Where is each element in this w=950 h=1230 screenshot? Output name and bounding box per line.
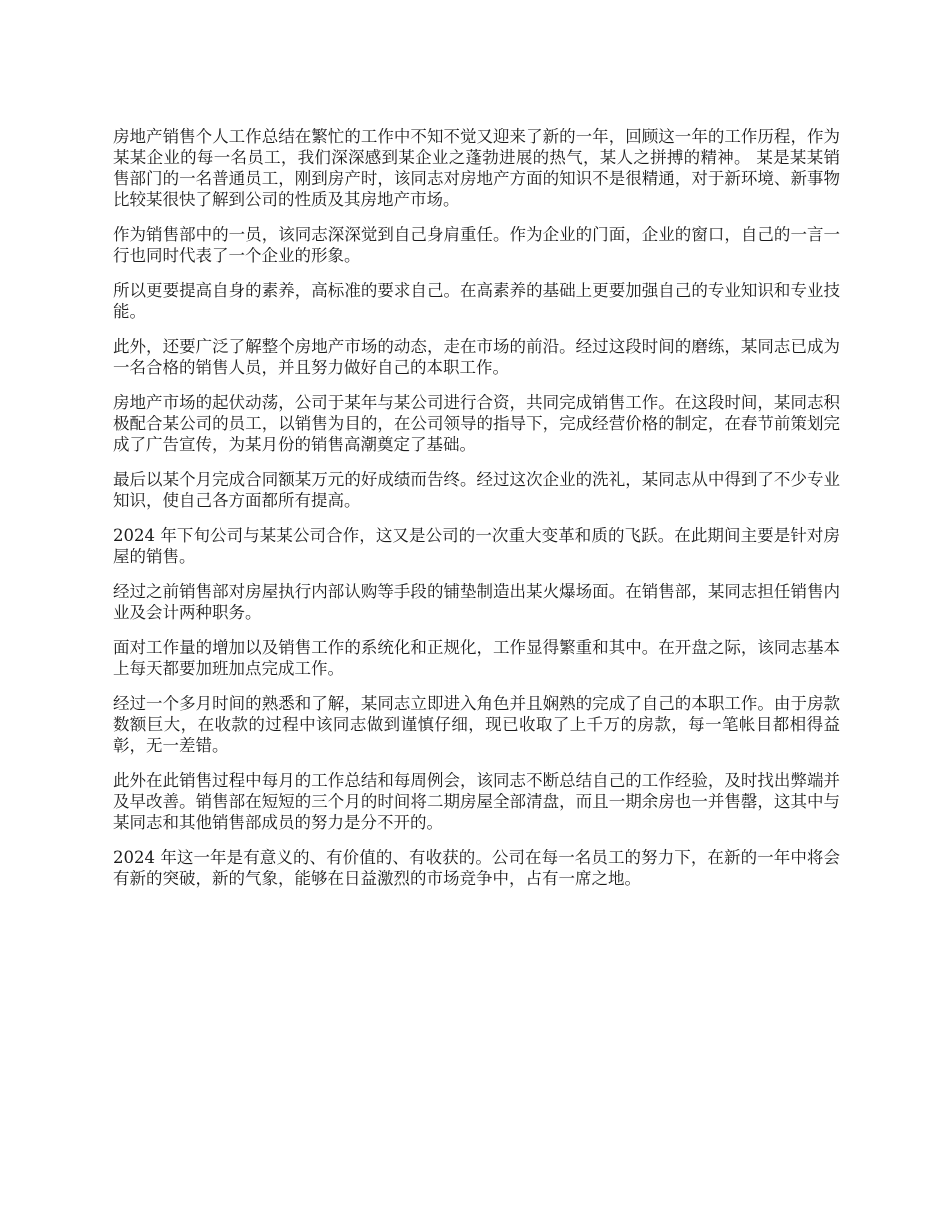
- paragraph: 面对工作量的增加以及销售工作的系统化和正规化，工作显得繁重和其中。在开盘之际，该同志基本上每天都要加班加点完成工作。: [113, 638, 840, 678]
- paragraph: 房地产市场的起伏动荡，公司于某年与某公司进行合资，共同完成销售工作。在这段时间，某同志积极配合某公司的员工，以销售为目的，在公司领导的指导下，完成经营价格的制定，在春节前策划完成了广告宣传，为某月份的销售高潮奠定了基础。: [113, 393, 840, 454]
- paragraph: 经过之前销售部对房屋执行内部认购等手段的铺垫制造出某火爆场面。在销售部，某同志担任销售内业及会计两种职务。: [113, 582, 840, 622]
- document-body: [113, 126, 840, 903]
- paragraph: 经过一个多月时间的熟悉和了解，某同志立即进入角色并且娴熟的完成了自己的本职工作。由于房款数额巨大，在收款的过程中该同志做到谨慎仔细，现已收取了上千万的房款，每一笔帐目都相得益彰，无一差错。: [113, 694, 840, 755]
- paragraph: 房地产销售个人工作总结在繁忙的工作中不知不觉又迎来了新的一年，回顾这一年的工作历程，作为某某企业的每一名员工，我们深深感到某企业之蓬勃进展的热气，某人之拼搏的精神。 某是某某销售部门的一名普通员工，刚到房产时，该同志对房地产方面的知识不是很精通，对于新环境、新事物比较某很快了解到公司的性质及其房地产市场。: [113, 127, 840, 209]
- paragraph: 2024 年这一年是有意义的、有价值的、有收获的。公司在每一名员工的努力下，在新的一年中将会有新的突破，新的气象，能够在日益激烈的市场竞争中，占有一席之地。: [113, 848, 840, 888]
- paragraph: 2024 年下旬公司与某某公司合作，这又是公司的一次重大变革和质的飞跃。在此期间主要是针对房屋的销售。: [113, 526, 840, 566]
- paragraph: 作为销售部中的一员，该同志深深觉到自己身肩重任。作为企业的门面，企业的窗口，自己的一言一行也同时代表了一个企业的形象。: [113, 225, 840, 265]
- paragraph: 最后以某个月完成合同额某万元的好成绩而告终。经过这次企业的洗礼，某同志从中得到了不少专业知识，使自己各方面都所有提高。: [113, 470, 840, 510]
- paragraph: 此外在此销售过程中每月的工作总结和每周例会，该同志不断总结自己的工作经验，及时找出弊端并及早改善。销售部在短短的三个月的时间将二期房屋全部清盘，而且一期余房也一并售罄，这其中与某同志和其他销售部成员的努力是分不开的。: [113, 771, 840, 832]
- paragraph: 此外，还要广泛了解整个房地产市场的动态，走在市场的前沿。经过这段时间的磨练，某同志已成为一名合格的销售人员，并且努力做好自己的本职工作。: [113, 337, 840, 377]
- paragraph: 所以更要提高自身的素养，高标准的要求自己。在高素养的基础上更要加强自己的专业知识和专业技能。: [113, 281, 840, 321]
